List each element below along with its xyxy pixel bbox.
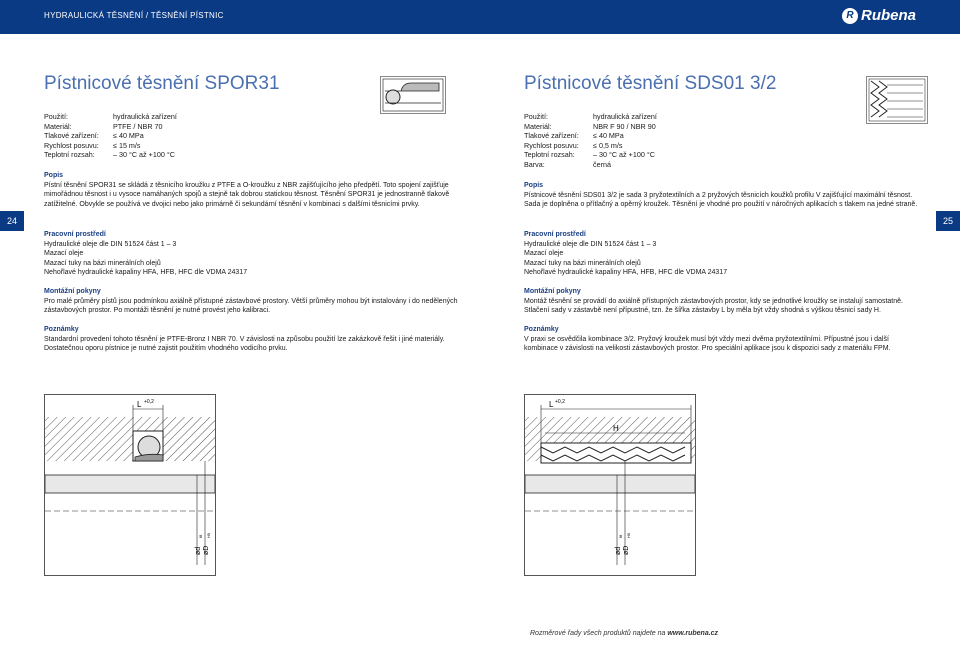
spec-row: Tlakové zařízení: ≤ 40 MPa [44, 131, 144, 140]
dim-tol: +0,2 [144, 399, 154, 405]
svg-text:H9: H9 [206, 532, 211, 538]
spec-row: Teplotní rozsah: – 30 °C až +100 °C [524, 150, 655, 159]
spec-row: Materiál: NBR F 90 / NBR 90 [524, 121, 656, 131]
description-section: Popis Pístnicové těsnění SDS01 3/2 je sada 3 pryžotextilních a 2 pryžových těsnicích koužků profilu V zajišťující maximální těsnost. Sada je doplněna o přítlačný a opěrný kroužek. Těsnění je vhodné pro použití v náročných aplikacích s tlakem na jedné straně. [524, 182, 918, 208]
installation-section: Montážní pokyny Montáž těsnění se provádí do axiálně přístupných zástavbových prostor, kdy se jednotlivé kroužky se instalují samostatně. Stlačení sady v zástavbě není přípustné, tzn. že šířka zástavby L by měla být vždy shodná s výškou těsnicí sady H. [524, 288, 903, 314]
page-number-right: 25 [936, 211, 960, 231]
dim-l: L [137, 400, 142, 409]
installation-section: Montážní pokyny Pro malé průměry pístů jsou podmínkou axiálně přístupné zástavbové prostory. Větší průměry mohou být instalovány i do nedělených zástavbových prostor. Po montáži těsnění je nutné provést jeho kalibraci. [44, 288, 458, 314]
rubena-logo-icon: R [842, 8, 858, 24]
spec-row: Rychlost posuvu: ≤ 15 m/s [44, 140, 141, 150]
svg-text:øD: øD [623, 545, 630, 555]
section-header: HYDRAULICKÁ TĚSNĚNÍ / TĚSNĚNÍ PÍSTNIC [44, 11, 224, 20]
logo-text: Rubena [860, 7, 916, 24]
svg-text:+0,2: +0,2 [555, 399, 565, 405]
svg-text:ød: ød [195, 546, 202, 555]
svg-text:H: H [613, 424, 619, 433]
website-link[interactable]: www.rubena.cz [667, 630, 719, 637]
environment-section: Pracovní prostředí Hydraulické oleje dle DIN 51524 část 1 – 3 Mazací oleje Mazací tuky na bázi minerálních olejů Nehořlavé hydraulické kapaliny HFA, HFB, HFC dle VDMA 24317 [44, 231, 248, 276]
description-section: Popis Pístní těsnění SPOR31 se skládá z těsnicího kroužku z PTFE a O-kroužku z NBR zajišťujícího jeho předpětí. Toto spojení zajišťuje mimořádnou těsnost i u vysoce namáhaných spojů a stejně tak dobrou statickou těsnost. Těsnění SPOR31 je jednostranně tlakově zatížitelné. Obvykle se používá ve dvojici nebo jako primárně či sekundární těsnění v kombinaci s dalšími těsnicími prvky. [44, 172, 450, 208]
svg-text:H9: H9 [626, 532, 631, 538]
spec-list [524, 112, 657, 169]
svg-text:øD: øD [203, 545, 210, 555]
profile-thumbnail [380, 76, 446, 114]
environment-section: Pracovní prostředí Hydraulické oleje dle DIN 51524 část 1 – 3 Mazací oleje Mazací tuky na bázi minerálních olejů Nehořlavé hydraulické kapaliny HFA, HFB, HFC dle VDMA 24317 [524, 231, 728, 276]
spec-row: Materiál: PTFE / NBR 70 [44, 121, 163, 131]
svg-text:f8: f8 [618, 534, 623, 538]
page-number-left: 24 [0, 211, 24, 231]
spec-row: Použití: hydraulická zařízení [524, 112, 657, 121]
svg-text:f8: f8 [198, 534, 203, 538]
technical-drawing [44, 394, 216, 576]
spec-list [44, 112, 177, 160]
top-bar [0, 0, 960, 34]
svg-text:L: L [549, 400, 554, 409]
notes-section: Poznámky V praxi se osvědčila kombinace 3/2. Pryžový kroužek musí být vždy mezi dvěma pryžotextilními. Přípustné jsou i další kombinace v závislosti na velikosti zástavbových prostor. Pro speciální aplikace jsou k dispozici sady z materiálu FPM. [524, 326, 891, 352]
page-title: Pístnicové těsnění SPOR31 [44, 73, 280, 94]
svg-text:ød: ød [615, 546, 622, 555]
profile-thumbnail [866, 76, 928, 124]
spec-row: Teplotní rozsah: – 30 °C až +100 °C [44, 150, 175, 159]
spec-row: Tlakové zařízení: ≤ 40 MPa [524, 131, 624, 140]
spec-row: Barva: černá [524, 159, 611, 169]
spec-row: Použití: hydraulická zařízení [44, 112, 177, 121]
spec-row: Rychlost posuvu: ≤ 0,5 m/s [524, 140, 623, 150]
notes-section: Poznámky Standardní provedení tohoto těsnění je PTFE-Bronz I NBR 70. V závislosti na způsobu použití lze zakázkově řešit i jiné materiály. Dostatečnou oporu pístnice je nutné zajistit použitím vhodného vodicího prvku. [44, 326, 445, 352]
footer-note: Rozměrové řady všech produktů najdete na www.rubena.cz [530, 630, 719, 637]
technical-drawing [524, 394, 696, 576]
page-title: Pístnicové těsnění SDS01 3/2 [524, 73, 777, 94]
rubena-logo [842, 7, 916, 24]
